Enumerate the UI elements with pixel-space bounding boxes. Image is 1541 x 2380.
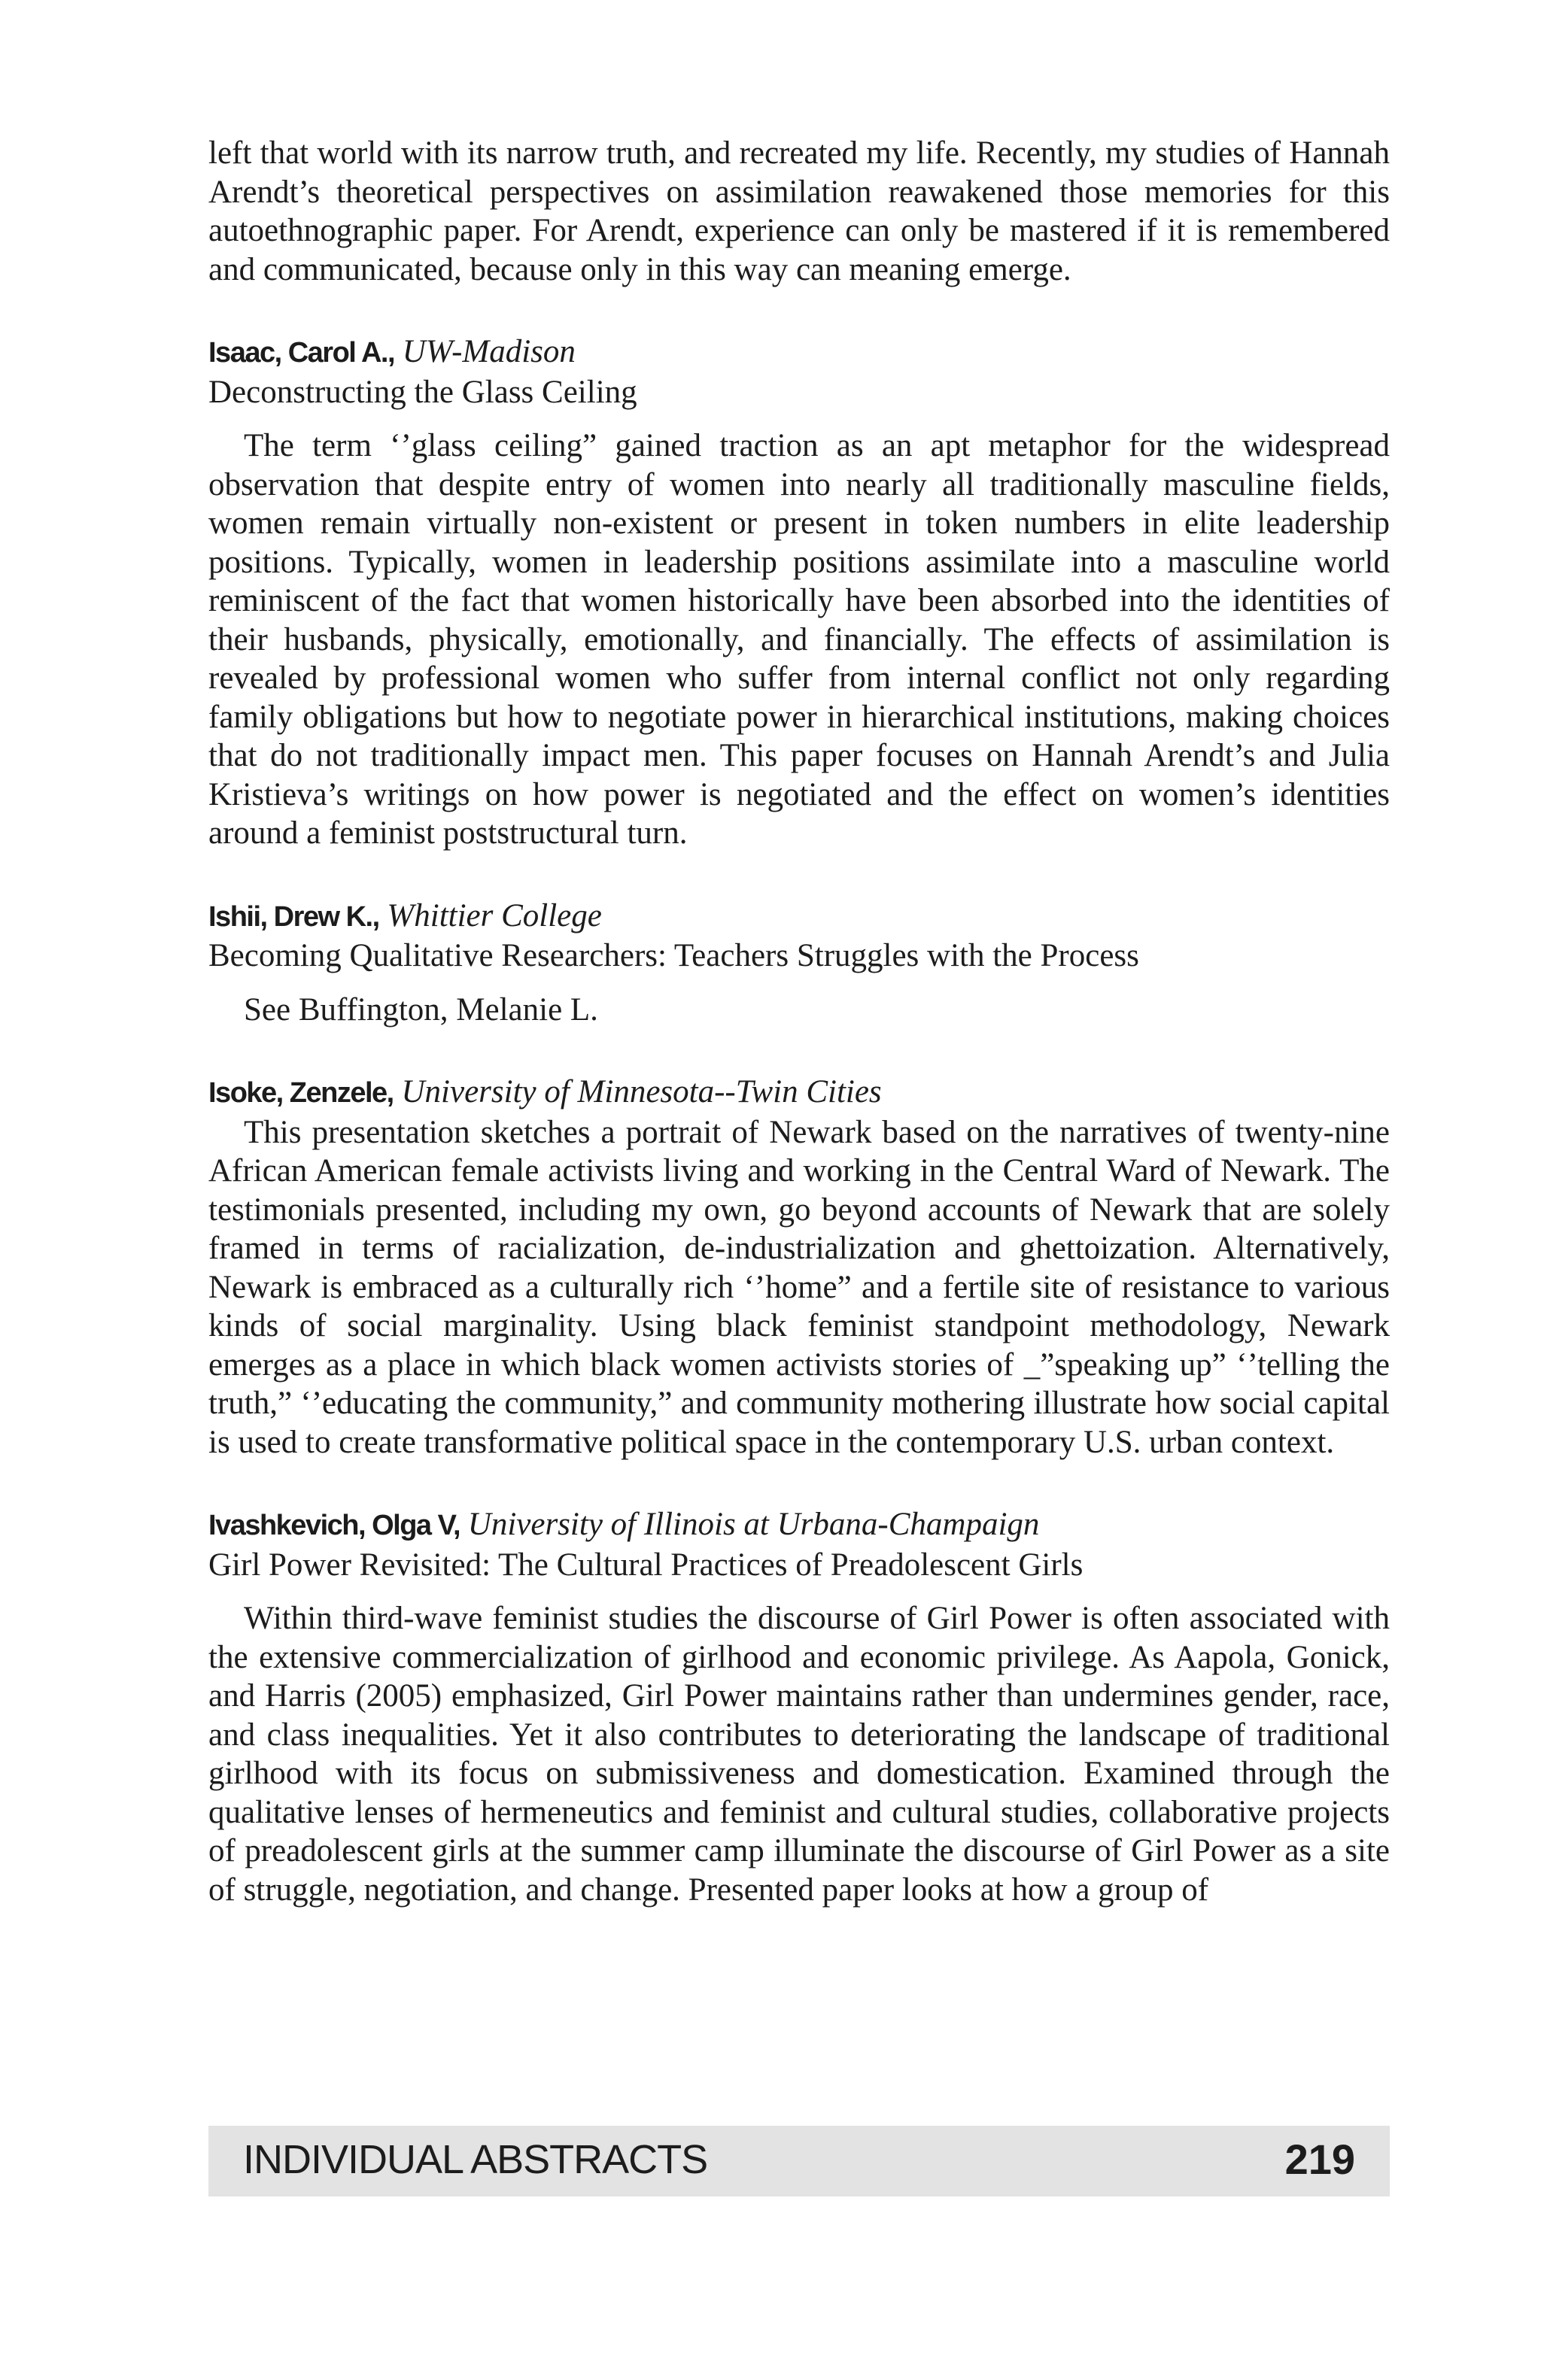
- entry-heading: [208, 1073, 1390, 1113]
- author-affiliation: University of Minnesota--Twin Cities: [401, 1074, 882, 1110]
- abstract-title: Becoming Qualitative Researchers: Teachers Struggles with the Process: [208, 938, 1139, 973]
- page-number: 219: [1284, 2136, 1355, 2183]
- entry-heading: [208, 332, 1390, 373]
- entry-heading: [208, 897, 1390, 937]
- page-content: [208, 134, 1390, 1953]
- author-name: Ivashkevich, Olga V,: [208, 1510, 460, 1541]
- abstract-entry-isaac: [208, 332, 1390, 853]
- abstract-entry-ivashkevich: [208, 1505, 1390, 1909]
- abstract-entry-isoke: [208, 1073, 1390, 1462]
- abstract-entry-ishii: [208, 897, 1390, 1030]
- section-label: INDIVIDUAL ABSTRACTS: [243, 2137, 708, 2182]
- author-name: Isoke, Zenzele,: [208, 1077, 394, 1109]
- abstract-text: This presentation sketches a portrait of Newark based on the narratives of twenty-nine African American female activists living and working in the Central Ward of Newark. The testimonials presented, including my own, go beyond accounts of Newark that are solely framed in terms of racialization, de-industrialization and ghettoization. Alternatively, Newark is embraced as a culturally rich ‘’home” and a fertile site of resistance to various kinds of social marginality. Using black feminist standpoint methodology, Newark emerges as a place in which black women activists stories of _”speaking up” ‘’telling the truth,” ‘’educating the community,” and community mothering illustrate how social capital is used to create transformative political space in the contemporary U.S. urban context.: [208, 1114, 1390, 1460]
- page-footer: [208, 2126, 1390, 2196]
- abstract-text: See Buffington, Melanie L.: [244, 991, 598, 1028]
- author-name: Ishii, Drew K.,: [208, 900, 379, 933]
- abstract-title: Deconstructing the Glass Ceiling: [208, 374, 637, 410]
- author-affiliation: UW-Madison: [402, 334, 576, 369]
- entry-heading: [208, 1505, 1390, 1546]
- author-affiliation: Whittier College: [387, 897, 602, 933]
- author-name: Isaac, Carol A.,: [208, 337, 395, 369]
- intro-paragraph: left that world with its narrow truth, and recreated my life. Recently, my studies of Hannah Arendt’s theoretical perspectives on assimilation reawakened those memories for this autoethnographic paper. For Arendt, experience can only be mastered if it is remembered and communicated, because only in this way can meaning emerge.: [208, 135, 1390, 287]
- abstract-title: Girl Power Revisited: The Cultural Practices of Preadolescent Girls: [208, 1547, 1084, 1583]
- abstract-text: Within third-wave feminist studies the discourse of Girl Power is often associated with the extensive commercialization of girlhood and economic privilege. As Aapola, Gonick, and Harris (2005) emphasized, Girl Power maintains rather than undermines gender, race, and class inequalities. Yet it also contributes to deteriorating the landscape of traditional girlhood with its focus on submissiveness and domestication. Examined through the qualitative lenses of hermeneutics and feminist and cultural studies, collaborative projects of preadolescent girls at the summer camp illuminate the discourse of Girl Power as a site of struggle, negotiation, and change. Presented paper looks at how a group of: [208, 1601, 1390, 1908]
- abstract-text: The term ‘’glass ceiling” gained traction as an apt metaphor for the widespread observation that despite entry of women into nearly all traditionally masculine fields, women remain virtually non-existent or present in token numbers in elite leadership positions. Typically, women in leadership positions assimilate into a masculine world reminiscent of the fact that women historically have been absorbed into the identities of their husbands, physically, emotionally, and financially. The effects of assimilation is revealed by professional women who suffer from internal conflict not only regarding family obligations but how to negotiate power in hierarchical institutions, making choices that do not traditionally impact men. This paper focuses on Hannah Arendt’s and Julia Kristieva’s writings on how power is negotiated and the effect on women’s identities around a feminist poststructural turn.: [208, 428, 1390, 851]
- author-affiliation: University of Illinois at Urbana-Champaign: [467, 1507, 1040, 1542]
